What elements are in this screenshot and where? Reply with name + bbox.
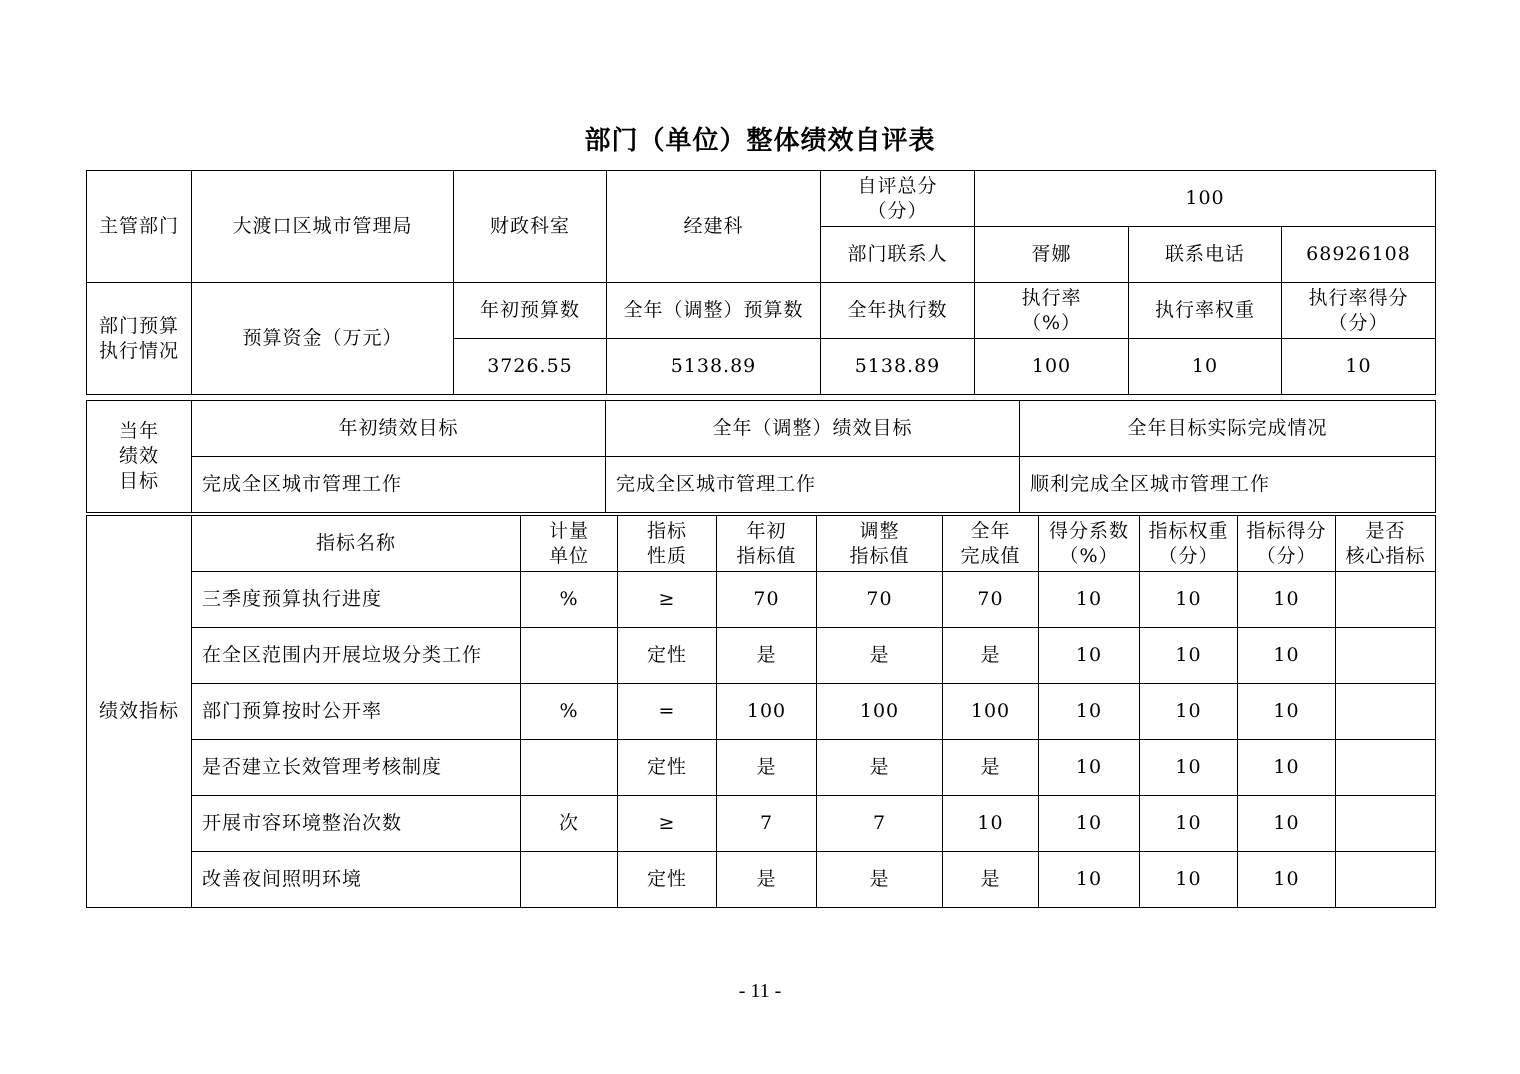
budget-score-value: 10: [1282, 339, 1436, 395]
phone-label: 联系电话: [1129, 227, 1282, 283]
phone-value: 68926108: [1282, 227, 1436, 283]
indicator-weight: 10: [1140, 572, 1238, 628]
table-row: [87, 796, 1436, 852]
indicator-coef: 10: [1039, 740, 1140, 796]
self-score-value: 100: [975, 171, 1436, 227]
indicator-actual: 是: [943, 628, 1039, 684]
budget-adjusted-header: 全年（调整）预算数: [607, 283, 821, 339]
table-row: [87, 740, 1436, 796]
budget-section-label: 部门预算 执行情况: [87, 283, 192, 395]
indicator-name: 三季度预算执行进度: [192, 572, 521, 628]
indicator-nature: 定性: [618, 740, 717, 796]
table-row: [87, 852, 1436, 908]
header-budget-table: [86, 170, 1436, 395]
page-title: 部门（单位）整体绩效自评表: [584, 126, 936, 156]
indicator-core: [1336, 852, 1436, 908]
dept-value: 大渡口区城市管理局: [192, 171, 454, 283]
budget-weight-header: 执行率权重: [1129, 283, 1282, 339]
budget-initial-header: 年初预算数: [454, 283, 607, 339]
goals-table: [86, 400, 1436, 513]
indicator-unit: 次: [521, 796, 618, 852]
budget-rate-header: 执行率 （%）: [975, 283, 1129, 339]
indicator-name: 部门预算按时公开率: [192, 684, 521, 740]
col-name-header: 指标名称: [192, 516, 521, 572]
indicator-core: [1336, 628, 1436, 684]
indicator-score: 10: [1238, 684, 1336, 740]
budget-weight-value: 10: [1129, 339, 1282, 395]
contact-value: 胥娜: [975, 227, 1129, 283]
indicator-adjusted: 70: [817, 572, 943, 628]
table-row: [87, 628, 1436, 684]
col-nature-header: 指标 性质: [618, 516, 717, 572]
indicator-unit: %: [521, 572, 618, 628]
indicator-weight: 10: [1140, 796, 1238, 852]
goals-initial-header: 年初绩效目标: [192, 401, 606, 457]
indicator-weight: 10: [1140, 740, 1238, 796]
indicator-adjusted: 是: [817, 628, 943, 684]
contact-label: 部门联系人: [821, 227, 975, 283]
indicator-actual: 是: [943, 740, 1039, 796]
page-number: - 11 -: [738, 980, 782, 1002]
indicator-actual: 70: [943, 572, 1039, 628]
dept-label: 主管部门: [87, 171, 192, 283]
indicator-score: 10: [1238, 796, 1336, 852]
indicator-initial: 是: [717, 628, 817, 684]
finance-office: 财政科室: [454, 171, 607, 283]
goals-actual-header: 全年目标实际完成情况: [1020, 401, 1436, 457]
indicator-adjusted: 7: [817, 796, 943, 852]
goals-section-label: 当年 绩效 目标: [87, 401, 192, 513]
indicator-actual: 10: [943, 796, 1039, 852]
col-unit-header: 计量 单位: [521, 516, 618, 572]
indicator-coef: 10: [1039, 684, 1140, 740]
table-row: [87, 684, 1436, 740]
indicator-coef: 10: [1039, 572, 1140, 628]
indicator-coef: 10: [1039, 852, 1140, 908]
indicator-unit: [521, 628, 618, 684]
goals-adjusted-value: 完成全区城市管理工作: [606, 457, 1020, 513]
indicator-weight: 10: [1140, 628, 1238, 684]
responsible-office: 经建科: [607, 171, 821, 283]
budget-adjusted-value: 5138.89: [607, 339, 821, 395]
indicator-coef: 10: [1039, 796, 1140, 852]
indicators-section-label: 绩效指标: [87, 516, 192, 908]
indicator-score: 10: [1238, 852, 1336, 908]
indicator-adjusted: 100: [817, 684, 943, 740]
col-core-header: 是否 核心指标: [1336, 516, 1436, 572]
indicator-weight: 10: [1140, 852, 1238, 908]
indicator-nature: 定性: [618, 852, 717, 908]
indicator-core: [1336, 796, 1436, 852]
indicator-name: 在全区范围内开展垃圾分类工作: [192, 628, 521, 684]
goals-initial-value: 完成全区城市管理工作: [192, 457, 606, 513]
indicator-initial: 100: [717, 684, 817, 740]
col-adjusted-header: 调整 指标值: [817, 516, 943, 572]
col-score-header: 指标得分 （分）: [1238, 516, 1336, 572]
budget-score-header: 执行率得分 （分）: [1282, 283, 1436, 339]
col-initial-header: 年初 指标值: [717, 516, 817, 572]
indicator-coef: 10: [1039, 628, 1140, 684]
indicator-unit: %: [521, 684, 618, 740]
indicator-nature: =: [618, 684, 717, 740]
indicator-name: 开展市容环境整治次数: [192, 796, 521, 852]
indicator-adjusted: 是: [817, 740, 943, 796]
indicator-score: 10: [1238, 740, 1336, 796]
indicator-unit: [521, 740, 618, 796]
budget-rate-value: 100: [975, 339, 1129, 395]
indicator-weight: 10: [1140, 684, 1238, 740]
budget-fund-label: 预算资金（万元）: [192, 283, 454, 395]
indicator-core: [1336, 572, 1436, 628]
col-weight-header: 指标权重 （分）: [1140, 516, 1238, 572]
indicator-score: 10: [1238, 628, 1336, 684]
goals-adjusted-header: 全年（调整）绩效目标: [606, 401, 1020, 457]
indicator-nature: 定性: [618, 628, 717, 684]
indicator-initial: 70: [717, 572, 817, 628]
indicator-score: 10: [1238, 572, 1336, 628]
indicator-initial: 是: [717, 852, 817, 908]
indicator-nature: ≥: [618, 796, 717, 852]
goals-actual-value: 顺利完成全区城市管理工作: [1020, 457, 1436, 513]
self-score-label: 自评总分 （分）: [821, 171, 975, 227]
indicator-adjusted: 是: [817, 852, 943, 908]
budget-initial-value: 3726.55: [454, 339, 607, 395]
col-coef-header: 得分系数 （%）: [1039, 516, 1140, 572]
col-actual-header: 全年 完成值: [943, 516, 1039, 572]
indicator-initial: 7: [717, 796, 817, 852]
budget-executed-header: 全年执行数: [821, 283, 975, 339]
indicator-actual: 是: [943, 852, 1039, 908]
indicator-actual: 100: [943, 684, 1039, 740]
indicator-core: [1336, 684, 1436, 740]
indicator-nature: ≥: [618, 572, 717, 628]
indicator-initial: 是: [717, 740, 817, 796]
indicator-unit: [521, 852, 618, 908]
indicator-name: 改善夜间照明环境: [192, 852, 521, 908]
indicator-name: 是否建立长效管理考核制度: [192, 740, 521, 796]
table-row: [87, 572, 1436, 628]
indicators-table: [86, 515, 1436, 908]
budget-executed-value: 5138.89: [821, 339, 975, 395]
indicator-core: [1336, 740, 1436, 796]
